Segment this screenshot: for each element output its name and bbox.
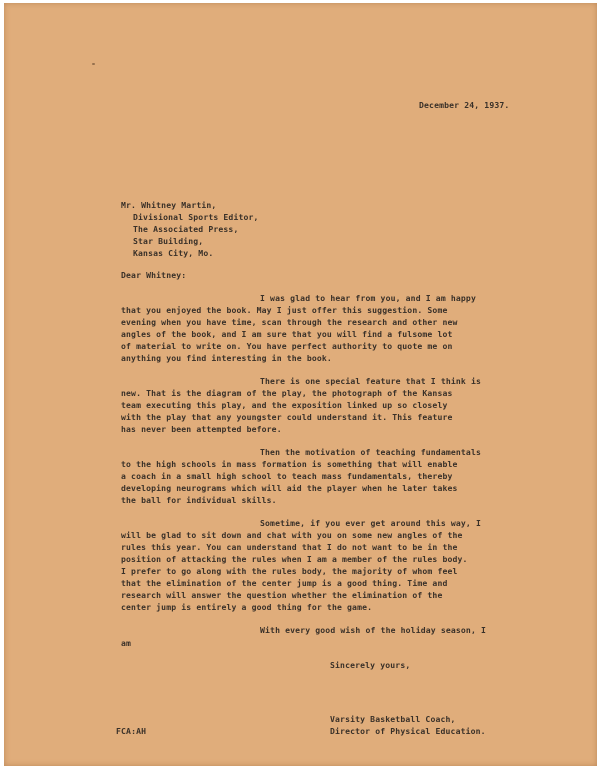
salutation: Dear Whitney: <box>121 270 187 280</box>
body-line: evening when you have time, scan through the research and other new <box>121 317 458 327</box>
body-line: that the elimination of the center jump is a good thing. Time and <box>121 578 448 588</box>
body-line: of material to write on. You have perfect authority to quote me on <box>121 341 453 351</box>
body-line: rules this year. You can understand that I do not want to be in the <box>121 542 458 552</box>
body-line: With every good wish of the holiday season, I <box>260 625 487 635</box>
body-line: new. That is the diagram of the play, the photograph of the Kansas <box>121 388 453 398</box>
body-line: Then the motivation of teaching fundamentals <box>260 447 482 457</box>
body-line: position of attacking the rules when I am a member of the rules body. <box>121 554 468 564</box>
letter-date: December 24, 1937. <box>419 100 510 110</box>
closing: Sincerely yours, <box>330 660 411 670</box>
signature-line: Director of Physical Education. <box>330 726 486 736</box>
body-line: that you enjoyed the book. May I just offer this suggestion. Some <box>121 305 448 315</box>
body-line: anything you find interesting in the book. <box>121 353 332 363</box>
body-line: a coach in a small high school to teach mass fundamentals, thereby <box>121 471 453 481</box>
body-line: team executing this play, and the exposition linked up so closely <box>121 400 448 410</box>
recipient-line: Kansas City, Mo. <box>133 248 214 258</box>
body-line: Sometime, if you ever get around this way, I <box>260 518 482 528</box>
body-line: I prefer to go along with the rules body, the majority of whom feel <box>121 566 458 576</box>
recipient-line: Star Building, <box>133 236 204 246</box>
body-line: the ball for individual skills. <box>121 495 277 505</box>
typist-initials: FCA:AH <box>116 726 147 736</box>
signature-line: Varsity Basketball Coach, <box>330 714 456 724</box>
body-line: am <box>121 638 132 648</box>
recipient-line: The Associated Press, <box>133 224 239 234</box>
body-line: center jump is entirely a good thing for the game. <box>121 602 373 612</box>
letter-page <box>4 3 597 766</box>
body-line: research will answer the question whether the elimination of the <box>121 590 443 600</box>
body-line: I was glad to hear from you, and I am happy <box>260 293 476 303</box>
recipient-line: Divisional Sports Editor, <box>133 212 259 222</box>
body-line: angles of the book, and I am sure that you will find a fulsome lot <box>121 329 453 339</box>
body-line: has never been attempted before. <box>121 424 282 434</box>
body-line: developing neurograms which will aid the player when he later takes <box>121 483 458 493</box>
body-line: There is one special feature that I think is <box>260 376 482 386</box>
body-line: with the play that any youngster could understand it. This feature <box>121 412 453 422</box>
recipient-line: Mr. Whitney Martin, <box>121 200 217 210</box>
body-line: will be glad to sit down and chat with you on some new angles of the <box>121 530 463 540</box>
paper-speck <box>92 63 95 65</box>
body-line: to the high schools in mass formation is something that will enable <box>121 459 458 469</box>
